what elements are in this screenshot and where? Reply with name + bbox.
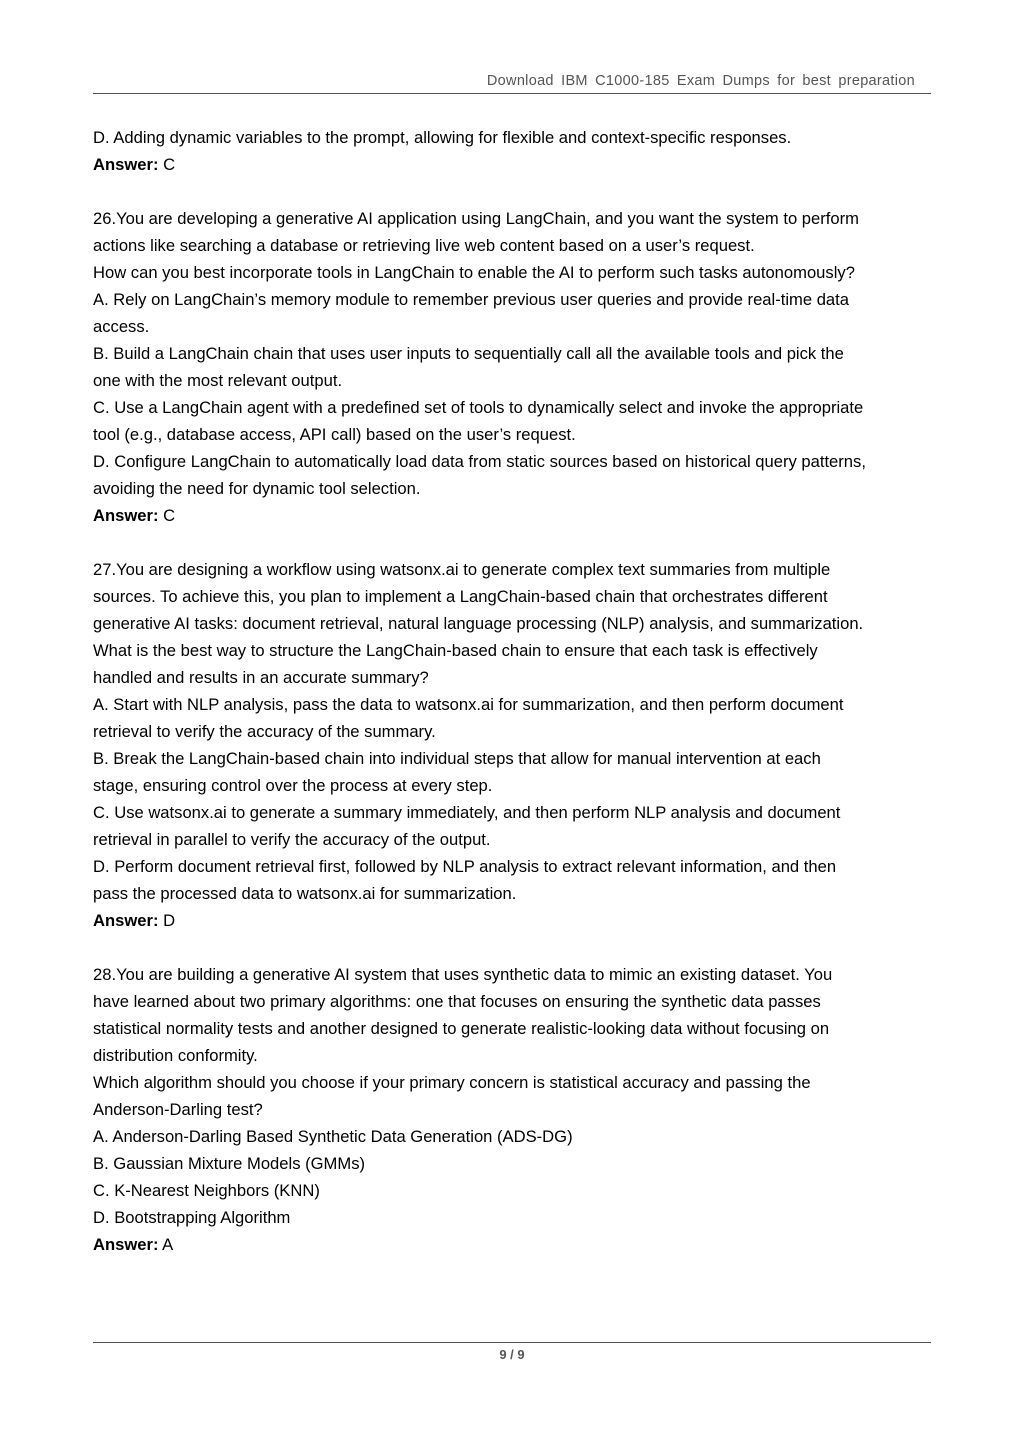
question-line: have learned about two primary algorithms: one that focuses on ensuring the synthetic data passes <box>93 992 821 1011</box>
option-b: B. Break the LangChain-based chain into individual steps that allow for manual intervention at each <box>93 749 821 768</box>
option-d: D. Adding dynamic variables to the prompt, allowing for flexible and context-specific responses. <box>93 128 792 147</box>
answer-line <box>93 502 933 529</box>
option-a: A. Anderson-Darling Based Synthetic Data Generation (ADS-DG) <box>93 1127 573 1146</box>
question-line: actions like searching a database or retrieving live web content based on a user’s request. <box>93 236 755 255</box>
answer-value: A <box>162 1235 174 1254</box>
option-b: B. Gaussian Mixture Models (GMMs) <box>93 1154 366 1173</box>
question-line: 28.You are building a generative AI system that uses synthetic data to mimic an existing dataset. You <box>93 965 833 984</box>
answer-line <box>93 151 933 178</box>
spacer <box>93 934 933 961</box>
previous-question-tail <box>93 124 933 178</box>
answer-line <box>93 1231 933 1258</box>
spacer <box>93 529 933 556</box>
question-line: Which algorithm should you choose if your primary concern is statistical accuracy and passing the <box>93 1073 811 1092</box>
option-d-cont: avoiding the need for dynamic tool selection. <box>93 479 421 498</box>
question-26 <box>93 205 933 529</box>
option-d: D. Perform document retrieval first, followed by NLP analysis to extract relevant information, and then <box>93 857 837 876</box>
option-c: C. K-Nearest Neighbors (KNN) <box>93 1181 320 1200</box>
spacer <box>93 178 933 205</box>
option-a-cont: access. <box>93 317 150 336</box>
option-a: A. Start with NLP analysis, pass the data to watsonx.ai for summarization, and then perform document <box>93 695 844 714</box>
answer-label: Answer: <box>93 155 159 174</box>
answer-line <box>93 907 933 934</box>
option-c-cont: retrieval in parallel to verify the accuracy of the output. <box>93 830 491 849</box>
header-divider <box>93 93 931 94</box>
option-d: D. Configure LangChain to automatically load data from static sources based on historical query patterns, <box>93 452 866 471</box>
answer-value: C <box>163 155 176 174</box>
question-line: 27.You are designing a workflow using watsonx.ai to generate complex text summaries from multiple <box>93 560 831 579</box>
question-line: 26.You are developing a generative AI application using LangChain, and you want the system to perform <box>93 209 859 228</box>
question-line: Anderson-Darling test? <box>93 1100 263 1119</box>
answer-label: Answer: <box>93 506 159 525</box>
question-line: sources. To achieve this, you plan to implement a LangChain-based chain that orchestrates different <box>93 587 828 606</box>
question-line: statistical normality tests and another designed to generate realistic-looking data without focusing on <box>93 1019 830 1038</box>
option-b-cont: stage, ensuring control over the process at every step. <box>93 776 493 795</box>
page-number: 9 / 9 <box>499 1347 525 1362</box>
footer-divider <box>93 1342 931 1343</box>
option-a: A. Rely on LangChain’s memory module to remember previous user queries and provide real-time data <box>93 290 850 309</box>
option-d: D. Bootstrapping Algorithm <box>93 1208 291 1227</box>
option-c-cont: tool (e.g., database access, API call) based on the user’s request. <box>93 425 576 444</box>
option-b: B. Build a LangChain chain that uses user inputs to sequentially call all the available tools and pick the <box>93 344 844 363</box>
answer-value: D <box>163 911 176 930</box>
option-d-cont: pass the processed data to watsonx.ai for summarization. <box>93 884 517 903</box>
option-b-cont: one with the most relevant output. <box>93 371 343 390</box>
answer-label: Answer: <box>93 911 159 930</box>
page-header-title: Download IBM C1000-185 Exam Dumps for best preparation <box>486 73 915 89</box>
question-27 <box>93 556 933 934</box>
option-a-cont: retrieval to verify the accuracy of the summary. <box>93 722 436 741</box>
option-c: C. Use a LangChain agent with a predefined set of tools to dynamically select and invoke the appropriate <box>93 398 864 417</box>
option-c: C. Use watsonx.ai to generate a summary immediately, and then perform NLP analysis and document <box>93 803 841 822</box>
question-line: What is the best way to structure the LangChain-based chain to ensure that each task is effectively <box>93 641 818 660</box>
document-body <box>93 124 933 1258</box>
question-line: distribution conformity. <box>93 1046 258 1065</box>
question-line: generative AI tasks: document retrieval, natural language processing (NLP) analysis, and summarization. <box>93 614 864 633</box>
answer-label: Answer: <box>93 1235 159 1254</box>
question-28 <box>93 961 933 1258</box>
question-line: handled and results in an accurate summary? <box>93 668 429 687</box>
question-line: How can you best incorporate tools in LangChain to enable the AI to perform such tasks autonomously? <box>93 263 855 282</box>
answer-value: C <box>163 506 176 525</box>
